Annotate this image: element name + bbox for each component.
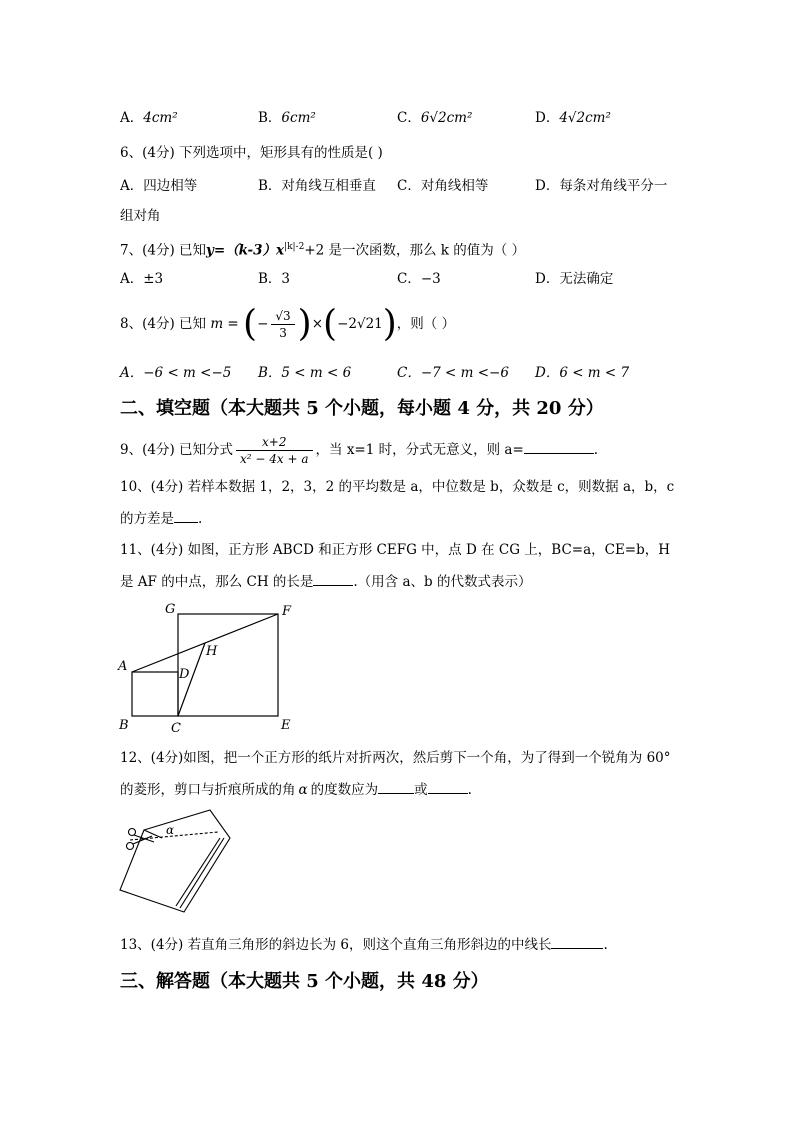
- q11-answer-blank[interactable]: [313, 571, 353, 586]
- q5-option-a: [120, 108, 178, 128]
- q8-expr-second: −2√21: [337, 316, 383, 332]
- q8-stem-pre: 8、(4分) 已知: [120, 316, 207, 332]
- q8-option-d: D．6 < m < 7: [535, 365, 630, 381]
- q13-stem: [120, 934, 608, 955]
- q7-expression: y=（k-3）x: [206, 242, 285, 259]
- q6-option-d-continued: 组对角: [120, 208, 161, 224]
- section-2-title: 二、填空题（本大题共 5 个小题，每小题 4 分，共 20 分）: [120, 398, 604, 419]
- q12-line-2-mid: 的度数应为: [310, 782, 379, 798]
- q8-expr-m: m =: [210, 316, 239, 332]
- q10-answer-blank[interactable]: [174, 508, 198, 523]
- folded-paper: [120, 810, 230, 912]
- q12-line-2-post: .: [467, 782, 472, 798]
- q12-answer-blank-1[interactable]: [378, 779, 414, 794]
- q9-frac-num: x+2: [236, 434, 313, 451]
- q8-frac-num: √3: [271, 308, 294, 325]
- q9-stem: [120, 432, 598, 468]
- q5-option-a-label: A．: [120, 110, 144, 126]
- q9-answer-blank[interactable]: [524, 439, 594, 454]
- q10-line-2-pre: 的方差是: [120, 511, 174, 527]
- q12-answer-blank-2[interactable]: [428, 779, 468, 794]
- q8-frac-den: 3: [279, 326, 287, 340]
- q12-line-1: 12、(4分)如图，把一个正方形的纸片对折两次，然后剪下一个角，为了得到一个锐角为 60°: [120, 750, 671, 766]
- q8-left-paren-2: (: [323, 303, 338, 345]
- label-c: C: [171, 721, 181, 736]
- q11-line-2: [120, 571, 531, 592]
- q8-stem: [120, 302, 455, 346]
- q6-option-a: A．四边相等: [120, 178, 198, 194]
- q5-option-a-value: 4cm²: [143, 110, 178, 126]
- square-cefg: [178, 614, 278, 716]
- label-h: H: [206, 644, 218, 659]
- q11-line-1: 11、(4分) 如图，正方形 ABCD 和正方形 CEFG 中，点 D 在 CG 上，BC=a，CE=b，H: [120, 542, 671, 558]
- q9-stem-post: ，当 x=1 时，分式无意义，则 a=: [315, 442, 524, 458]
- label-f: F: [282, 604, 292, 619]
- q10-line-2: [120, 508, 202, 529]
- paper-fold-edge-2: [176, 838, 220, 906]
- q7-stem-pre: 7、(4分) 已知: [120, 242, 207, 259]
- q7-option-a: A．±3: [120, 271, 164, 287]
- q8-fraction: [271, 308, 294, 341]
- q6-option-b: B．对角线互相垂直: [258, 178, 376, 194]
- label-d: D: [179, 667, 190, 682]
- q7-stem-post: +2 是一次函数，那么 k 的值为（ ）: [304, 242, 526, 259]
- scissors-ring-2: [127, 843, 134, 850]
- q5-option-c-label: C．: [397, 110, 421, 126]
- q6-option-c: C．对角线相等: [397, 178, 489, 194]
- q5-option-b-label: B．: [258, 110, 282, 126]
- section-3-title: 三、解答题（本大题共 5 个小题，共 48 分）: [120, 971, 489, 992]
- q8-option-b: B．5 < m < 6: [258, 365, 352, 381]
- q9-frac-den: x² − 4x + a: [240, 452, 309, 466]
- q7-exponent: |k|-2: [284, 242, 305, 252]
- q12-line-2-pre: 的菱形，剪口与折痕所成的角: [120, 782, 296, 798]
- q13-stem-pre: 13、(4分) 若直角三角形的斜边长为 6，则这个直角三角形斜边的中线长: [120, 937, 552, 953]
- label-a: A: [118, 659, 128, 674]
- q12-alpha: α: [298, 782, 308, 798]
- q10-line-2-post: .: [198, 511, 203, 527]
- q8-expr-minus: −: [257, 316, 269, 332]
- q12-line-2: [120, 779, 472, 800]
- q5-option-d: [535, 108, 611, 128]
- q12-line-2-or: 或: [414, 782, 428, 798]
- q5-option-c-value: 6√2cm²: [420, 110, 473, 126]
- q12-figure: [112, 808, 242, 920]
- q8-stem-post: ，则（ ）: [396, 316, 456, 332]
- q8-times: ×: [311, 316, 324, 332]
- q13-answer-blank[interactable]: [551, 934, 603, 949]
- square-abcd: [132, 672, 178, 716]
- q7-stem: [120, 237, 525, 261]
- q8-left-paren-1: (: [243, 303, 258, 345]
- label-b: B: [119, 718, 129, 733]
- figure-alpha-label: α: [166, 823, 175, 837]
- label-e: E: [281, 718, 291, 733]
- q13-stem-post: .: [603, 937, 608, 953]
- q5-option-b: [258, 108, 316, 128]
- scissors-ring-1: [129, 829, 136, 836]
- q7-option-c: C．−3: [397, 271, 441, 287]
- q7-option-b: B．3: [258, 271, 291, 287]
- q6-stem: 6、(4分) 下列选项中，矩形具有的性质是( ): [120, 145, 383, 161]
- q11-line-2-pre: 是 AF 的中点，那么 CH 的长是: [120, 574, 314, 590]
- q5-option-d-value: 4√2cm²: [559, 110, 611, 126]
- label-g: G: [165, 602, 176, 617]
- q11-figure: [110, 598, 310, 738]
- q5-option-b-value: 6cm²: [281, 110, 316, 126]
- paper-fold-edge: [180, 838, 224, 908]
- q8-option-c: C．−7 < m <−6: [397, 365, 509, 381]
- q8-option-a: A．−6 < m <−5: [120, 365, 232, 381]
- fold-crease: [144, 830, 162, 838]
- q9-end: .: [593, 442, 599, 458]
- q8-right-paren-1: ): [297, 303, 312, 345]
- q9-fraction: [236, 434, 313, 467]
- q5-option-c: [397, 108, 472, 128]
- q10-line-1: 10、(4分) 若样本数据 1，2，3，2 的平均数是 a，中位数是 b，众数是 c，则数据 a，b，c: [120, 479, 675, 495]
- q8-right-paren-2: ): [382, 303, 397, 345]
- q6-option-d: D．每条对角线平分一: [535, 178, 668, 194]
- q5-option-d-label: D．: [535, 110, 560, 126]
- q9-stem-pre: 9、(4分) 已知分式: [120, 442, 234, 458]
- q7-option-d: D．无法确定: [535, 271, 614, 287]
- q11-line-2-post: .（用含 a、b 的代数式表示）: [353, 574, 532, 590]
